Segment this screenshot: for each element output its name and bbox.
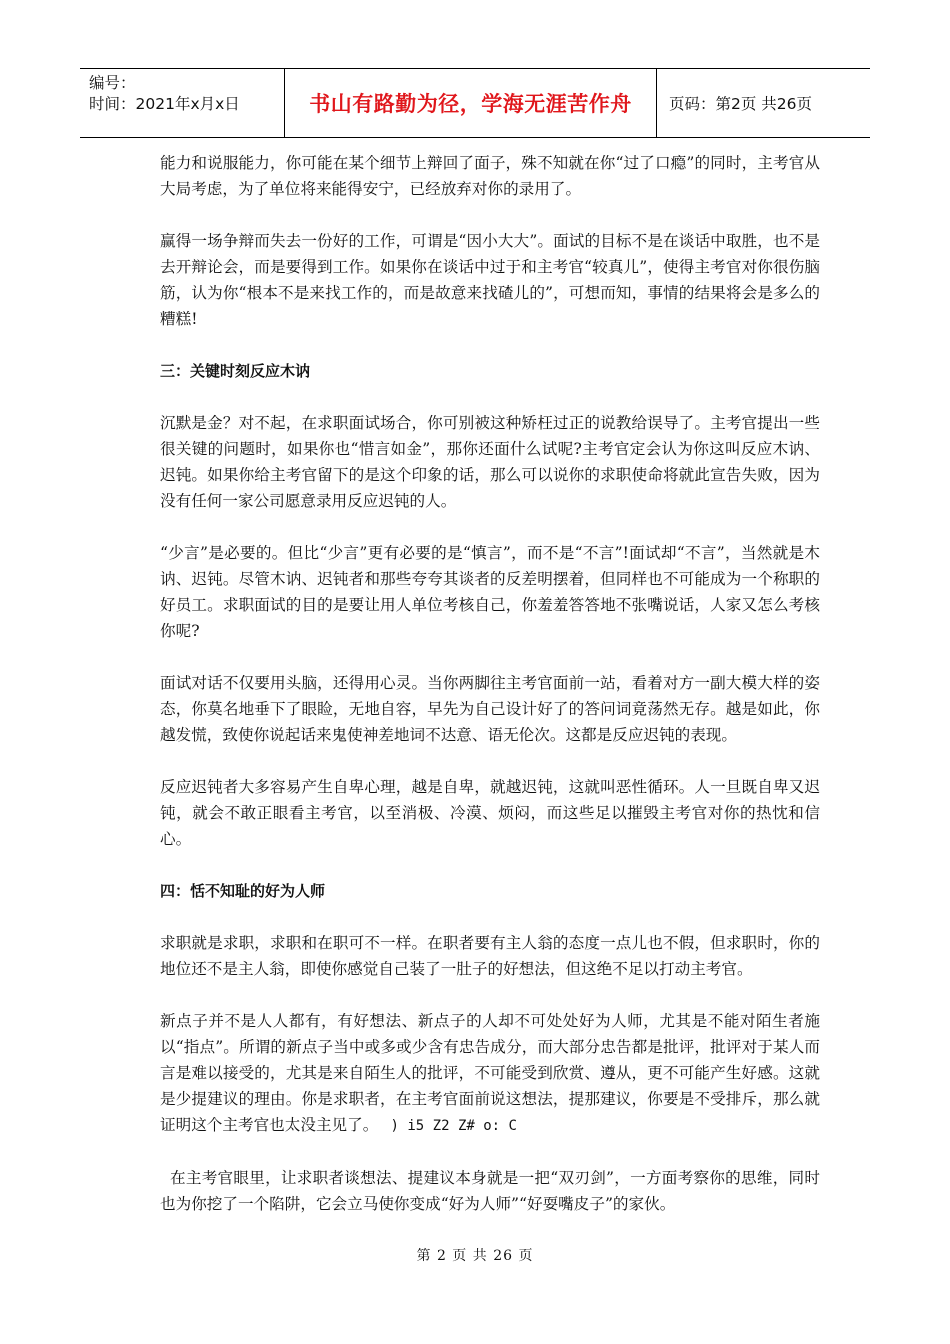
paragraph: 反应迟钝者大多容易产生自卑心理，越是自卑，就越迟钝，这就叫恶性循环。人一旦既自卑又迟钝，就会不敢正眼看主考官，以至消极、冷漠、烦闷，而这些足以摧毁主考官对你的热忱和信心。 [160,778,820,848]
paragraph: 能力和说服能力，你可能在某个细节上辩回了面子，殊不知就在你“过了口瘾”的同时，主考官从大局考虑，为了单位将来能得安宁，已经放弃对你的录用了。 [160,154,820,198]
page-footer: 第 2 页 共 26 页 [416,1248,534,1264]
header-motto: 书山有路勤为径，学海无涯苦作舟 [285,69,657,137]
paragraph: 沉默是金？对不起，在求职面试场合，你可别被这种矫枉过正的说教给误导了。主考官提出一些很关键的问题时，如果你也“惜言如金”，那你还面什么试呢?主考官定会认为你这叫反应木讷、迟钝。如果你给主考官留下的是这个印象的话，那么可以说你的求职使命将就此宣告失败，因为没有任何一家公司愿意录用反应迟钝的人。 [160,414,820,510]
section-heading: 三：关键时刻反应木讷 [160,362,311,380]
document-number-label: 编号： [89,74,136,92]
paragraph [160,1008,820,1139]
header-page-info: 页码：第2页 共26页 [669,95,813,113]
paragraph: 求职就是求职，求职和在职可不一样。在职者要有主人翁的态度一点儿也不假，但求职时，你的地位还不是主人翁，即使你感觉自己装了一肚子的好想法，但这绝不足以打动主考官。 [160,934,820,978]
stray-characters: ) i5 Z2 Z# o: C [390,1118,517,1134]
document-date: 时间：2021年x月x日 [89,95,240,113]
header-meta [80,69,285,137]
section-heading: 四：恬不知耻的好为人师 [160,882,326,900]
paragraph: 面试对话不仅要用头脑，还得用心灵。当你两脚往主考官面前一站，看着对方一副大模大样的姿态，你莫名地垂下了眼睑，无地自容，早先为自己设计好了的答问词竟荡然无存。越是如此，你越发慌，致使你说起话来鬼使神差地词不达意、语无伦次。这都是反应迟钝的表现。 [160,674,820,744]
document-body [160,150,820,1243]
paragraph-text: 新点子并不是人人都有，有好想法、新点子的人却不可处处好为人师，尤其是不能对陌生者施以“指点”。所谓的新点子当中或多或少含有忠告成分，而大部分忠告都是批评，批评对于某人而言是难以接受的，尤其是来自陌生人的批评，不可能受到欣赏、遵从，更不可能产生好感。这就是少提建议的理由。你是求职者，在主考官面前说这想法，提那建议，你要是不受排斥，那么就证明这个主考官也太没主见了。 [160,1012,820,1134]
page-header [80,68,870,138]
paragraph: 赢得一场争辩而失去一份好的工作，可谓是“因小大大”。面试的目标不是在谈话中取胜，也不是去开辩论会，而是要得到工作。如果你在谈话中过于和主考官“较真儿”，使得主考官对你很伤脑筋，认为你“根本不是来找工作的，而是故意来找碴儿的”，可想而知，事情的结果将会是多么的糟糕! [160,232,820,328]
paragraph: 在主考官眼里，让求职者谈想法、提建议本身就是一把“双刃剑”，一方面考察你的思维，同时也为你挖了一个陷阱，它会立马使你变成“好为人师”“好耍嘴皮子”的家伙。 [160,1169,820,1213]
paragraph: “少言”是必要的。但比“少言”更有必要的是“慎言”，而不是“不言”!面试却“不言”，当然就是木讷、迟钝。尽管木讷、迟钝者和那些夸夸其谈者的反差明摆着，但同样也不可能成为一个称职的好员工。求职面试的目的是要让用人单位考核自己，你羞羞答答地不张嘴说话，人家又怎么考核你呢? [160,544,820,640]
